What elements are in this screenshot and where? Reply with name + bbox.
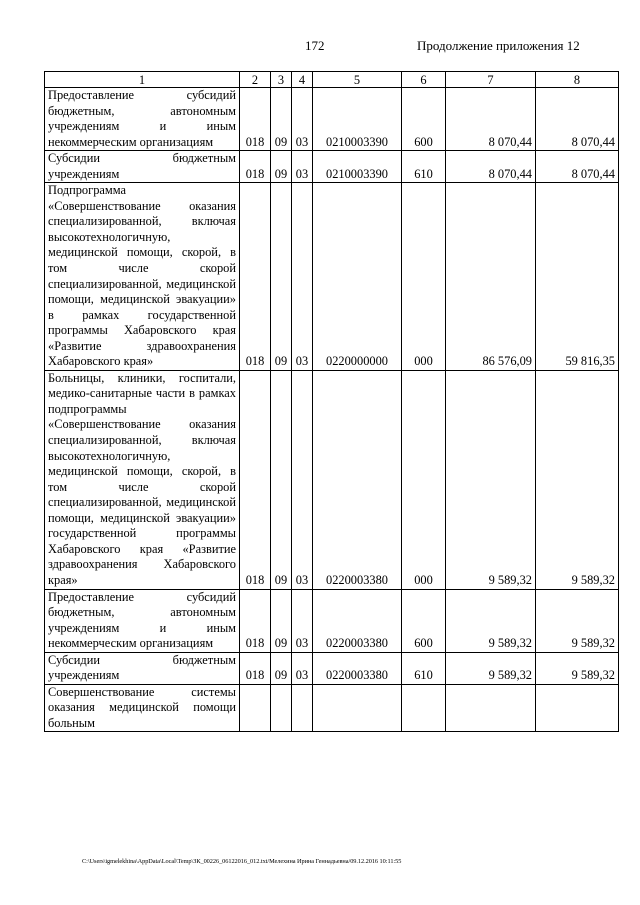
cell-col5: 0220000000 <box>313 183 402 371</box>
cell-col6: 610 <box>402 652 446 684</box>
cell-col3: 09 <box>271 589 292 652</box>
cell-col7 <box>446 684 536 732</box>
page-number: 172 <box>305 38 325 53</box>
col-header: 8 <box>536 72 619 88</box>
cell-col7: 8 070,44 <box>446 151 536 183</box>
cell-col8: 59 816,35 <box>536 183 619 371</box>
cell-col8 <box>536 684 619 732</box>
cell-col3: 09 <box>271 652 292 684</box>
cell-col2: 018 <box>240 652 271 684</box>
table-row <box>45 589 619 652</box>
cell-col6 <box>402 684 446 732</box>
col-header: 1 <box>45 72 240 88</box>
cell-col2: 018 <box>240 370 271 589</box>
col-header: 2 <box>240 72 271 88</box>
cell-col3: 09 <box>271 183 292 371</box>
cell-col7: 8 070,44 <box>446 88 536 151</box>
row-name: Субсидии бюджетным учреждениям <box>45 652 240 684</box>
cell-col4: 03 <box>292 88 313 151</box>
cell-col5: 0210003390 <box>313 88 402 151</box>
col-header: 6 <box>402 72 446 88</box>
header-row <box>45 72 619 88</box>
cell-col2 <box>240 684 271 732</box>
cell-col4: 03 <box>292 652 313 684</box>
cell-col5: 0220003380 <box>313 652 402 684</box>
col-header: 5 <box>313 72 402 88</box>
file-path-footer: C:\Users\igmelekhina\AppData\Local\Temp\ЗК_00226_06122016_012.txt/Мелехина Ирина Геннадьевна/09.12.2016 10:11:55 <box>82 858 402 865</box>
cell-col5: 0220003380 <box>313 370 402 589</box>
cell-col5: 0210003390 <box>313 151 402 183</box>
cell-col3: 09 <box>271 151 292 183</box>
cell-col4: 03 <box>292 589 313 652</box>
cell-col4: 03 <box>292 370 313 589</box>
cell-col8: 9 589,32 <box>536 370 619 589</box>
col-header: 3 <box>271 72 292 88</box>
row-name: Подпрограмма «Совершенствование оказания специализированной, включая высокотехнологичную, медицинской помощи, скорой, в том числе скорой специализированной, медицинской помощи, медицинской эвакуации» в рамках государственной программы Хабаровского края «Развитие здравоохранения Хабаровского края» <box>45 183 240 371</box>
cell-col2: 018 <box>240 88 271 151</box>
cell-col2: 018 <box>240 151 271 183</box>
cell-col8: 8 070,44 <box>536 151 619 183</box>
table-row <box>45 370 619 589</box>
table-row <box>45 88 619 151</box>
row-name: Больницы, клиники, госпитали, медико-санитарные части в рамках подпрограммы «Совершенствование оказания специализированной, включая высокотехнологичную, медицинской помощи, скорой, в том числе скорой специализированной, медицинской помощи, медицинской эвакуации» государственной программы Хабаровского края «Развитие здравоохранения Хабаровского края» <box>45 370 240 589</box>
row-name: Совершенствование системы оказания медицинской помощи больным <box>45 684 240 732</box>
cell-col6: 000 <box>402 183 446 371</box>
budget-table <box>44 71 619 732</box>
continuation-label: Продолжение приложения 12 <box>417 38 580 53</box>
cell-col8: 8 070,44 <box>536 88 619 151</box>
col-header: 7 <box>446 72 536 88</box>
table-row <box>45 684 619 732</box>
table-row <box>45 151 619 183</box>
cell-col2: 018 <box>240 183 271 371</box>
cell-col4 <box>292 684 313 732</box>
table-row <box>45 183 619 371</box>
cell-col6: 610 <box>402 151 446 183</box>
cell-col7: 9 589,32 <box>446 589 536 652</box>
cell-col4: 03 <box>292 183 313 371</box>
cell-col2: 018 <box>240 589 271 652</box>
cell-col5 <box>313 684 402 732</box>
cell-col6: 000 <box>402 370 446 589</box>
row-name: Предоставление субсидий бюджетным, автономным учреждениям и иным некоммерческим организациям <box>45 589 240 652</box>
table-row <box>45 652 619 684</box>
cell-col7: 9 589,32 <box>446 652 536 684</box>
row-name: Субсидии бюджетным учреждениям <box>45 151 240 183</box>
cell-col7: 9 589,32 <box>446 370 536 589</box>
cell-col6: 600 <box>402 88 446 151</box>
row-name: Предоставление субсидий бюджетным, автономным учреждениям и иным некоммерческим организациям <box>45 88 240 151</box>
cell-col8: 9 589,32 <box>536 652 619 684</box>
cell-col7: 86 576,09 <box>446 183 536 371</box>
cell-col3: 09 <box>271 88 292 151</box>
cell-col8: 9 589,32 <box>536 589 619 652</box>
col-header: 4 <box>292 72 313 88</box>
cell-col3: 09 <box>271 370 292 589</box>
cell-col5: 0220003380 <box>313 589 402 652</box>
cell-col3 <box>271 684 292 732</box>
cell-col6: 600 <box>402 589 446 652</box>
cell-col4: 03 <box>292 151 313 183</box>
